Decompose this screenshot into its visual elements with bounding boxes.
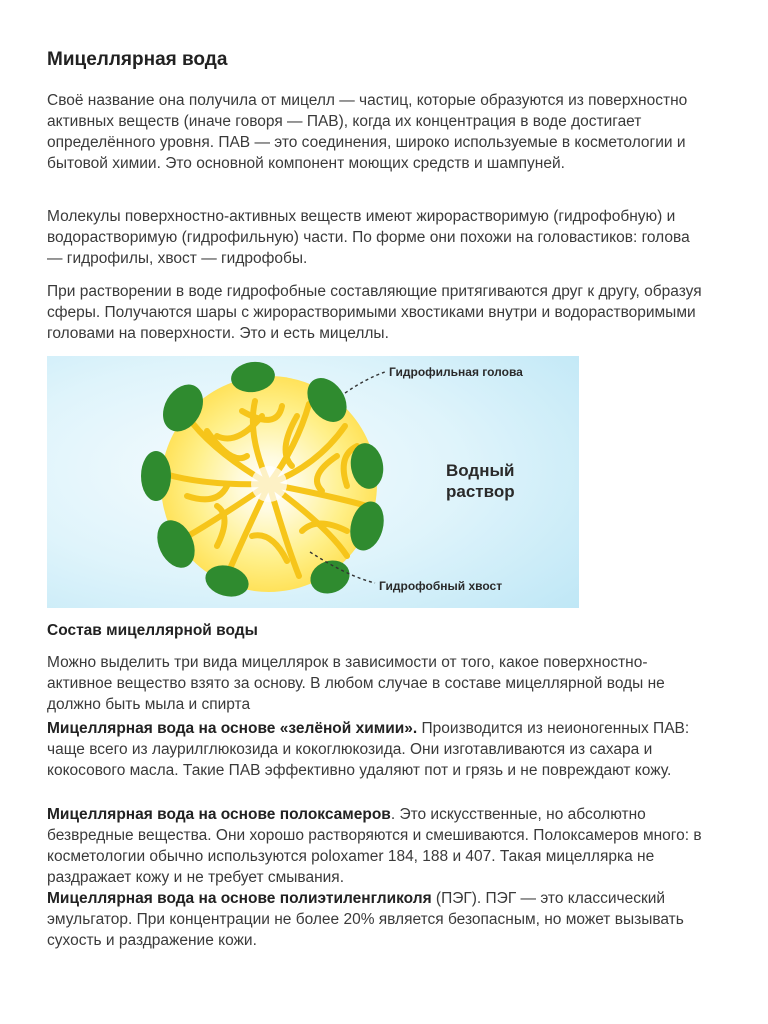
item-bold-title: Мицеллярная вода на основе «зелёной химии».: [47, 720, 418, 737]
solution-label-line1: Водный: [446, 461, 515, 480]
section-heading: Состав мицеллярной воды: [47, 622, 258, 639]
solution-label-line2: раствор: [446, 482, 515, 501]
item-text: Производится из неионогенных ПАВ: чаще всего из лаурилглюкозида и кокоглюкозида. Они изготавливаются из сахара и кокосового масла. Такие ПАВ эффективно удаляют пот и грязь и не повреждают кожу.: [47, 720, 690, 779]
micelle-diagram: [47, 356, 579, 608]
green-chemistry-item: [47, 718, 707, 781]
item-text: (ПЭГ). ПЭГ — это классический эмульгатор. При концентрации не более 20% является безопасным, но может вызывать сухость и раздражение кожи.: [47, 890, 684, 949]
peg-item: [47, 888, 707, 951]
dissolution-paragraph: При растворении в воде гидрофобные составляющие притягиваются друг к другу, образуя сферы. Получаются шары с жирорастворимыми хвостиками внутри и водорастворимыми головами на поверхности. Это и есть мицеллы.: [47, 283, 702, 342]
poloxamer-item: [47, 804, 707, 888]
item-bold-title: Мицеллярная вода на основе полиэтиленгликоля: [47, 890, 432, 907]
section-intro: Можно выделить три вида мицеллярок в зависимости от того, какое поверхностно-активное вещество взято за основу. В любом случае в составе мицеллярной воды не должно быть мыла и спирта: [47, 654, 665, 713]
hydrophobic-tail-label: Гидрофобный хвост: [379, 579, 503, 593]
item-text: . Это искусственные, но абсолютно безвредные вещества. Они хорошо растворяются и смешиваются. Полоксамеров много: в косметологии обычно используются poloxamer 184, 188 и 407. Такая мицеллярка не раздражает кожу и не требует смывания.: [47, 806, 702, 886]
hydrophilic-head-label: Гидрофильная голова: [389, 365, 523, 379]
molecules-paragraph: Молекулы поверхностно-активных веществ имеют жирорастворимую (гидрофобную) и водорастворимую (гидрофильную) части. По форме они похожи на головастиков: голова — гидрофилы, хвост — гидрофобы.: [47, 208, 690, 267]
page-title: Мицеллярная вода: [47, 49, 228, 70]
intro-paragraph: Своё название она получила от мицелл — частиц, которые образуются из поверхностно активных веществ (иначе говоря — ПАВ), когда их концентрация в воде достигает определённого уровня. ПАВ — это соединения, широко используемые в косметологии и бытовой химии. Это основной компонент моющих средств и шампуней.: [47, 92, 688, 172]
item-bold-title: Мицеллярная вода на основе полоксамеров: [47, 806, 391, 823]
